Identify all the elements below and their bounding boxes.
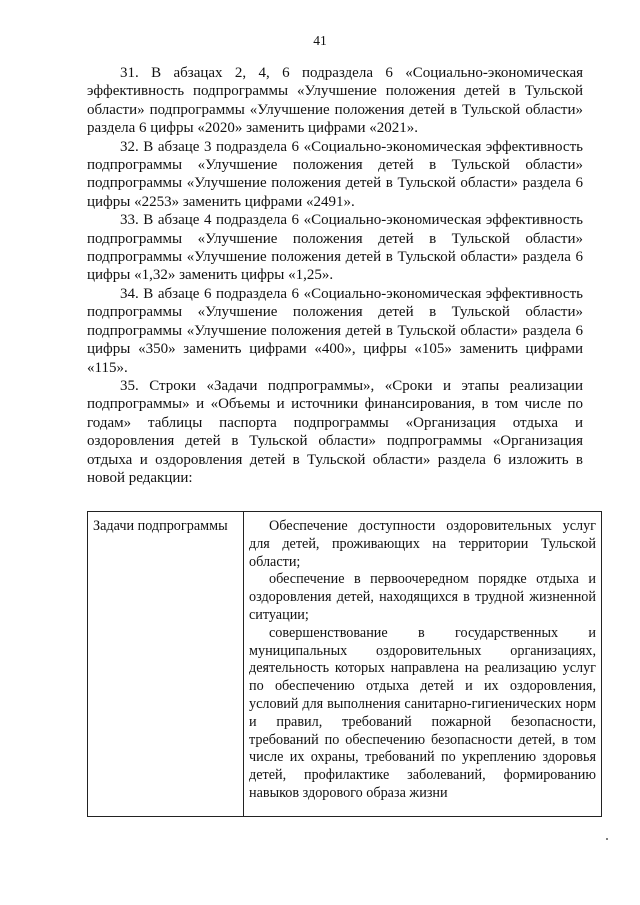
amendment-paragraph-34: 34. В абзаце 6 подраздела 6 «Социально-экономическая эффективность подпрограммы «Улучшение положения детей в Тульской области» подпрограммы «Улучшение положения детей в Тульской области» раздела 6 цифры «350» заменить цифрами «400», цифры «105» заменить цифрами «115». bbox=[87, 285, 583, 376]
task-item: Обеспечение доступности оздоровительных услуг для детей, проживающих на территории Тульской области; bbox=[249, 518, 596, 570]
scan-dot bbox=[606, 838, 608, 840]
amendment-paragraph-35: 35. Строки «Задачи подпрограммы», «Сроки и этапы реализации подпрограммы» и «Объемы и источники финансирования, в том числе по годам» таблицы паспорта подпрограммы «Организация отдыха и оздоровления детей в Тульской области» подпрограммы «Организация отдыха и оздоровления детей в Тульской области» раздела 6 изложить в новой редакции: bbox=[87, 377, 583, 486]
amendment-paragraph-32: 32. В абзаце 3 подраздела 6 «Социально-экономическая эффективность подпрограммы «Улучшение положения детей в Тульской области» подпрограммы «Улучшение положения детей в Тульской области» раздела 6 цифры «2253» заменить цифрами «2491». bbox=[87, 138, 583, 210]
row-label-cell bbox=[88, 512, 244, 817]
page-number: 41 bbox=[313, 33, 327, 48]
amendment-text bbox=[87, 64, 583, 487]
passport-table bbox=[87, 511, 602, 817]
amendment-paragraph-31: 31. В абзацах 2, 4, 6 подраздела 6 «Социально-экономическая эффективность подпрограммы «Улучшение положения детей в Тульской области» подпрограммы «Улучшение положения детей в Тульской области» раздела 6 цифры «2020» заменить цифрами «2021». bbox=[87, 65, 583, 137]
row-label: Задачи подпрограммы bbox=[93, 518, 228, 534]
task-item: совершенствование в государственных и муниципальных оздоровительных организациях, деятельность которых направлена на реализацию услуг по обеспечению отдыха детей и их оздоровления, условий для выполнения санитарно-гигиенических норм и правил, требований пожарной безопасности, требований по обеспечению безопасности детей, в том числе их охраны, требований по укреплению здоровья детей, профилактике заболеваний, формированию навыков здорового образа жизни bbox=[249, 624, 596, 801]
table-row bbox=[88, 512, 602, 817]
task-item: обеспечение в первоочередном порядке отдыха и оздоровления детей, находящихся в трудной жизненной ситуации; bbox=[249, 571, 596, 623]
amendment-paragraph-33: 33. В абзаце 4 подраздела 6 «Социально-экономическая эффективность подпрограммы «Улучшение положения детей в Тульской области» подпрограммы «Улучшение положения детей в Тульской области» раздела 6 цифры «1,32» заменить цифры «1,25». bbox=[87, 212, 583, 284]
row-content-cell bbox=[244, 512, 602, 817]
